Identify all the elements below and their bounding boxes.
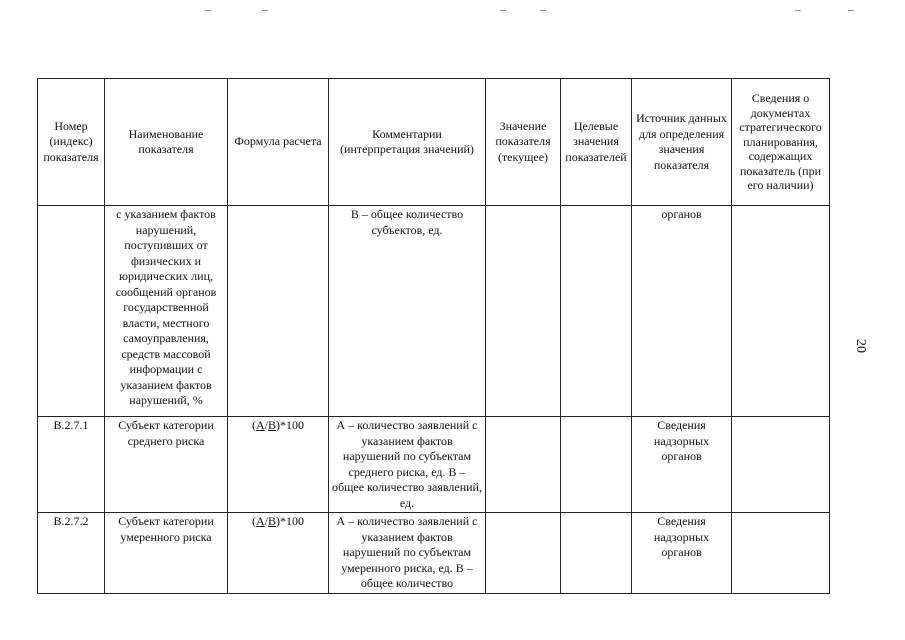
cell-comment: А – количество заявлений с указанием фактов нарушений по субъектам умеренного риска, ед. В – общее количество [329, 513, 486, 594]
cell-name: с указанием фактов нарушений, поступивших от физических и юридических лиц, сообщений органов государственной власти, местного самоуправления, средств массовой информации с указанием фактов нарушений, % [105, 206, 228, 417]
cell-current [486, 206, 561, 417]
header-strategic-documents: Сведения о документах стратегического планирования, содержащих показатель (при его наличии) [732, 79, 830, 206]
indicators-table [37, 78, 830, 594]
formula-denominator: В [268, 418, 277, 432]
cell-docs [732, 417, 830, 513]
cell-source: органов [632, 206, 732, 417]
cell-docs [732, 513, 830, 594]
header-target-values: Целевые значения показателей [561, 79, 632, 206]
scan-artifacts [0, 10, 905, 16]
formula-denominator: В [268, 514, 277, 528]
cell-target [561, 417, 632, 513]
header-name: Наименование показателя [105, 79, 228, 206]
cell-target [561, 206, 632, 417]
header-index: Номер (индекс) показателя [38, 79, 105, 206]
cell-target [561, 513, 632, 594]
cell-formula: (А/В)*100 [228, 513, 329, 594]
cell-name: Субъект категории среднего риска [105, 417, 228, 513]
cell-formula [228, 206, 329, 417]
formula-numerator: А [255, 514, 265, 528]
table-row [38, 513, 830, 594]
header-current-value: Значение показателя (текущее) [486, 79, 561, 206]
table-row [38, 417, 830, 513]
cell-index: В.2.7.1 [38, 417, 105, 513]
cell-comment: А – количество заявлений с указанием фактов нарушений по субъектам среднего риска, ед. В – общее количество заявлений, ед. [329, 417, 486, 513]
formula-numerator: А [255, 418, 265, 432]
cell-current [486, 417, 561, 513]
cell-source: Сведения надзорных органов [632, 417, 732, 513]
formula-multiplier: *100 [280, 418, 305, 432]
cell-formula: (А/В)*100 [228, 417, 329, 513]
header-formula: Формула расчета [228, 79, 329, 206]
cell-comment: В – общее количество субъектов, ед. [329, 206, 486, 417]
header-comments: Комментарии (интерпретация значений) [329, 79, 486, 206]
header-data-source: Источник данных для определения значения показателя [632, 79, 732, 206]
cell-current [486, 513, 561, 594]
cell-name: Субъект категории умеренного риска [105, 513, 228, 594]
header-row [38, 79, 830, 206]
cell-index [38, 206, 105, 417]
cell-source: Сведения надзорных органов [632, 513, 732, 594]
table-row [38, 206, 830, 417]
cell-index: В.2.7.2 [38, 513, 105, 594]
formula-multiplier: *100 [280, 514, 305, 528]
cell-docs [732, 206, 830, 417]
page-number: 20 [853, 339, 868, 353]
